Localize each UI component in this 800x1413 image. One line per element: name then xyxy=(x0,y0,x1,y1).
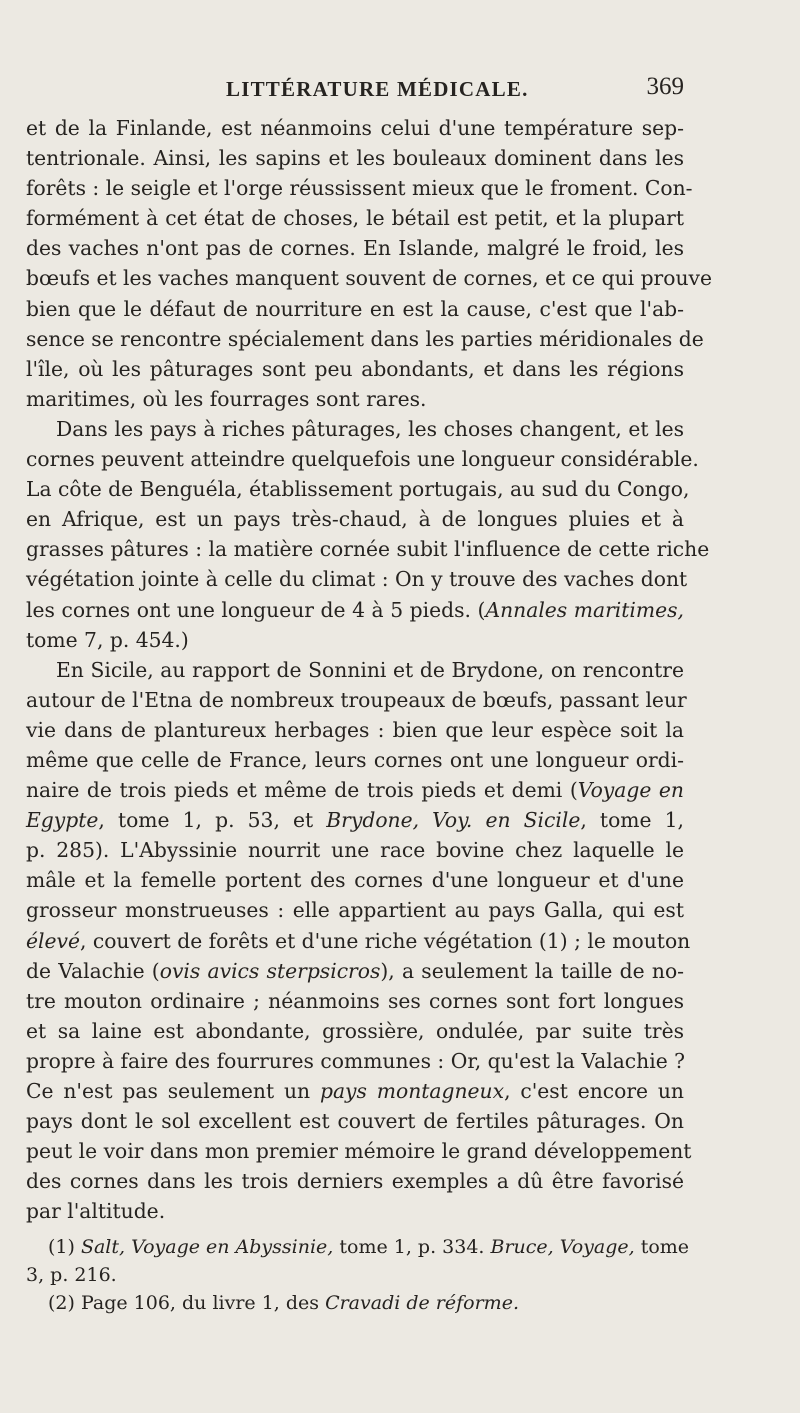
italic-word: élevé xyxy=(26,928,80,953)
text-line: grosseur monstrueuses : elle appartient au pays Galla, qui est xyxy=(26,898,684,923)
text-line: en Afrique, est un pays très-chaud, à de longues pluies et à xyxy=(26,507,684,532)
text-line: pays dont le sol excellent est couvert de fertiles pâturages. On xyxy=(26,1109,684,1134)
text-segment: Ce n'est pas seulement un xyxy=(26,1079,320,1103)
text-line: tentrionale. Ainsi, les sapins et les bouleaux dominent dans les xyxy=(26,146,684,171)
text-line: maritimes, où les fourrages sont rares. xyxy=(26,386,427,411)
text-line: sence se rencontre spécialement dans les parties méridionales de xyxy=(26,326,704,351)
page-header xyxy=(26,73,684,107)
text-line: tome 7, p. 454.) xyxy=(26,627,189,652)
text-line: grasses pâtures : la matière cornée subit l'influence de cette riche xyxy=(26,537,710,562)
text-line: vie dans de plantureux herbages : bien que leur espèce soit la xyxy=(26,717,684,742)
footnotes xyxy=(26,1233,690,1317)
text-line: propre à faire des fourrures communes : Or, qu'est la Valachie ? xyxy=(26,1048,686,1073)
italic-citation: Brydone, Voy. en Sicile xyxy=(326,808,581,833)
footnote-marker: (1) xyxy=(48,1236,81,1258)
text-segment: , c'est encore un xyxy=(504,1079,684,1103)
text-line: forêts : le seigle et l'orge réussissent mieux que le froment. Con- xyxy=(26,176,693,201)
text-line: autour de l'Etna de nombreux troupeaux de bœufs, passant leur xyxy=(26,687,687,712)
running-title: LITTÉRATURE MÉDICALE. xyxy=(226,77,529,101)
footnote-1-continued: 3, p. 216. xyxy=(26,1264,117,1286)
text-line: La côte de Benguéla, établissement portugais, au sud du Congo, xyxy=(26,477,690,502)
page-number: 369 xyxy=(646,73,684,100)
text-line xyxy=(26,956,684,986)
text-line xyxy=(26,805,684,835)
text-line xyxy=(26,1076,684,1106)
text-line xyxy=(26,775,684,805)
italic-species-name: ovis avics sterpsicros xyxy=(159,958,381,983)
text-line: des vaches n'ont pas de cornes. En Islande, malgré le froid, les xyxy=(26,236,684,261)
text-line: formément à cet état de choses, le bétail est petit, et la plupart xyxy=(26,206,684,231)
text-segment: (2) Page 106, du livre 1, des xyxy=(48,1292,326,1314)
text-segment: naire de trois pieds et même de trois pieds et demi ( xyxy=(26,778,578,803)
text-line: et sa laine est abondante, grossière, ondulée, par suite très xyxy=(26,1018,684,1043)
text-segment: tome xyxy=(634,1236,690,1258)
footnote-1 xyxy=(26,1233,690,1261)
text-line: végétation jointe à celle du climat : On y trouve des vaches dont xyxy=(26,567,688,592)
text-line: bien que le défaut de nourriture en est la cause, c'est que l'ab- xyxy=(26,296,684,321)
text-segment: les cornes ont une longueur de 4 à 5 pieds. ( xyxy=(26,597,486,622)
text-line: Dans les pays à riches pâturages, les choses changent, et les xyxy=(56,416,684,441)
footnote-2 xyxy=(26,1289,684,1317)
text-segment: tome 1, p. 334. xyxy=(333,1236,491,1258)
italic-citation: Voyage en xyxy=(577,778,684,803)
italic-citation: Bruce, Voyage, xyxy=(490,1236,635,1258)
text-line: En Sicile, au rapport de Sonnini et de Brydone, on rencontre xyxy=(56,657,684,682)
text-line: par l'altitude. xyxy=(26,1199,166,1224)
italic-citation: Salt, Voyage en Abyssinie, xyxy=(80,1236,334,1258)
text-line: cornes peuvent atteindre quelquefois une longueur considérable. xyxy=(26,447,699,472)
body-text xyxy=(26,113,712,1226)
italic-citation: Egypte xyxy=(26,808,99,833)
text-line: des cornes dans les trois derniers exemples a dû être favorisé xyxy=(26,1169,684,1194)
text-line xyxy=(26,595,684,625)
text-line: l'île, où les pâturages sont peu abondants, et dans les régions xyxy=(26,356,684,381)
text-line: mâle et la femelle portent des cornes d'une longueur et d'une xyxy=(26,868,684,893)
text-line: bœufs et les vaches manquent souvent de cornes, et ce qui prouve xyxy=(26,266,712,291)
italic-phrase: pays montagneux xyxy=(319,1079,505,1103)
text-line: peut le voir dans mon premier mémoire le grand développement xyxy=(26,1139,692,1164)
text-segment: ), a seulement la taille de no- xyxy=(380,958,685,983)
text-line: et de la Finlande, est néanmoins celui d'une température sep- xyxy=(26,116,684,140)
text-line xyxy=(26,926,691,956)
text-line: p. 285). L'Abyssinie nourrit une race bovine chez laquelle le xyxy=(26,838,684,863)
text-segment: de Valachie ( xyxy=(26,958,160,983)
text-line: tre mouton ordinaire ; néanmoins ses cornes sont fort longues xyxy=(26,988,684,1013)
italic-citation: Cravadi de réforme. xyxy=(325,1292,519,1314)
text-segment: , tome 1, xyxy=(580,808,684,833)
text-segment: , tome 1, p. 53, et xyxy=(98,808,327,833)
italic-citation: Annales maritimes, xyxy=(485,597,685,622)
text-line: même que celle de France, leurs cornes ont une longueur ordi- xyxy=(26,747,684,772)
text-segment: , couvert de forêts et d'une riche végétation (1) ; le mouton xyxy=(79,928,691,953)
